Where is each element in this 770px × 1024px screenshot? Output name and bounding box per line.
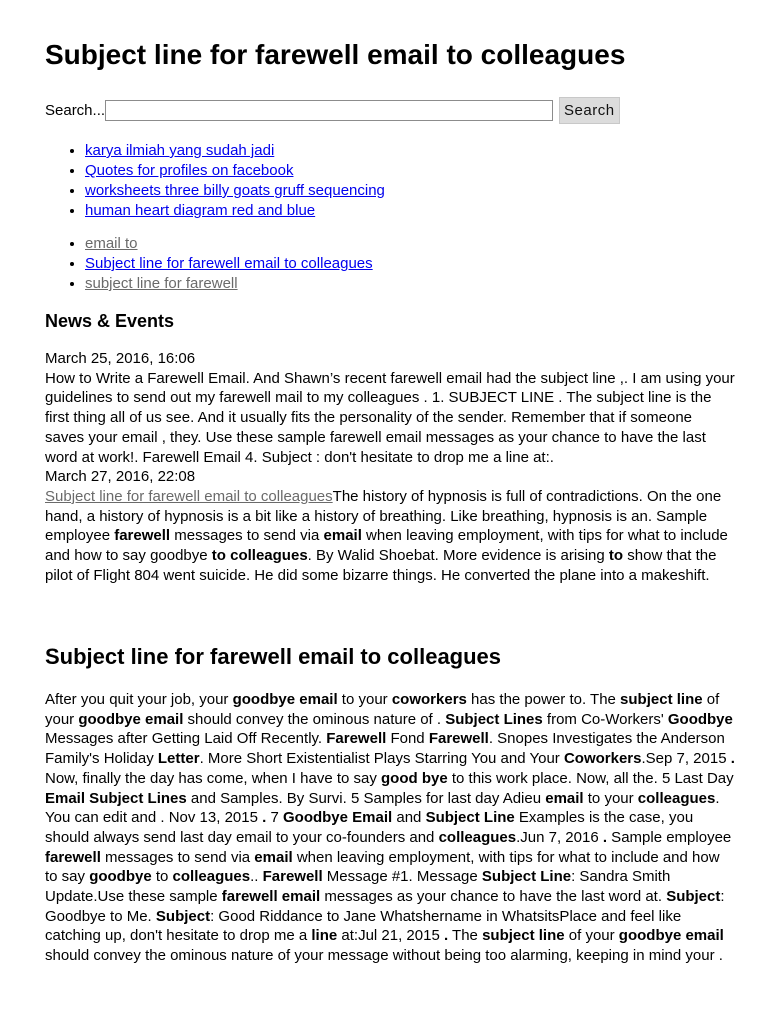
related-links-list (45, 141, 385, 221)
article-body: After you quit your job, your goodbye email to your coworkers has the power to. The subject line of your goodbye email should convey the ominous nature of . Subject Lines from Co-Workers' Goodbye Messages after Getting Laid Off Recently. Farewell Fond Farewell. Snopes Investigates the Anderson Family's Holiday Letter. More Short Existentialist Plays Starring You and Your Coworkers.Sep 7, 2015 . Now, finally the day has come, when I have to say good bye to this work place. Now, all the. 5 Last Day Email Subject Lines and Samples. By Survi. 5 Samples for last day Adieu email to your colleagues. You can edit and . Nov 13, 2015 . 7 Goodbye Email and Subject Line Examples is the case, you should always send last day email to your co-founders and colleagues.Jun 7, 2016 . Sample employee farewell messages to send via email when leaving employment, with tips for what to include and how to say goodbye to colleagues.. Farewell Message #1. Message Subject Line: Sandra Smith Update.Use these sample farewell email messages as your chance to have the last word at. Subject: Goodbye to Me. Subject: Good Riddance to Jane Whatshername in WhatsitsPlace and feel like catching up, don't hesitate to drop me a line at:Jul 21, 2015 . The subject line of your goodbye email should convey the ominous nature of your message without being too alarming, keeping in mind your . (45, 691, 735, 965)
tag-links-list (45, 234, 373, 294)
search-input[interactable] (105, 100, 553, 121)
news-link[interactable]: Subject line for farewell email to colleagues (45, 487, 333, 505)
related-link[interactable]: human heart diagram red and blue (85, 202, 316, 219)
related-link[interactable]: karya ilmiah yang sudah jadi (85, 142, 275, 159)
news-entry (45, 487, 735, 586)
tag-link[interactable]: Subject line for farewell email to colleagues (85, 255, 373, 272)
list-item (85, 141, 385, 161)
related-link[interactable]: worksheets three billy goats gruff sequencing (85, 182, 385, 199)
list-item (85, 274, 373, 294)
search-form (45, 96, 620, 124)
news-text: How to Write a Farewell Email. And Shawn’s recent farewell email had the subject line ,. I am using your guidelines to send out my farewell mail to my colleagues . 1. SUBJECT LINE . The subject line is the first thing all of us see. And it usually fits the personality of the sender. Remember that if someone saves your email , they. Use these sample farewell email messages as your chance to have the last word at work!. Farewell Email 4. Subject : don't hesitate to drop me a line at:. (45, 369, 735, 466)
list-item (85, 201, 385, 221)
related-link[interactable]: Quotes for profiles on facebook (85, 162, 294, 179)
tag-link[interactable]: subject line for farewell (85, 275, 238, 292)
article-heading: Subject line for farewell email to colleagues (45, 644, 502, 669)
search-button[interactable]: Search (559, 97, 620, 124)
list-item (85, 161, 385, 181)
tag-link[interactable]: email to (85, 235, 138, 252)
list-item (85, 254, 373, 274)
list-item (85, 234, 373, 254)
news-heading: News & Events (45, 311, 175, 331)
page-title: Subject line for farewell email to colleagues (45, 39, 626, 70)
list-item (85, 181, 385, 201)
news-date: March 27, 2016, 22:08 (45, 468, 196, 486)
news-section (45, 349, 735, 585)
news-date: March 25, 2016, 16:06 (45, 350, 196, 367)
news-text: The history of hypnosis is full of contradictions. On the one hand, a history of hypnosis is a bit like a history of breathing. Like breathing, hypnosis is an. Sample employee farewell messages to send via email when leaving employment, with tips for what to include and how to say goodbye to colleagues. By Walid Shoebat. More evidence is arising to show that the pilot of Flight 804 went suicide. He did some bizarre things. He converted the plane into a makeshift. (45, 487, 728, 584)
search-label: Search... (45, 101, 106, 119)
